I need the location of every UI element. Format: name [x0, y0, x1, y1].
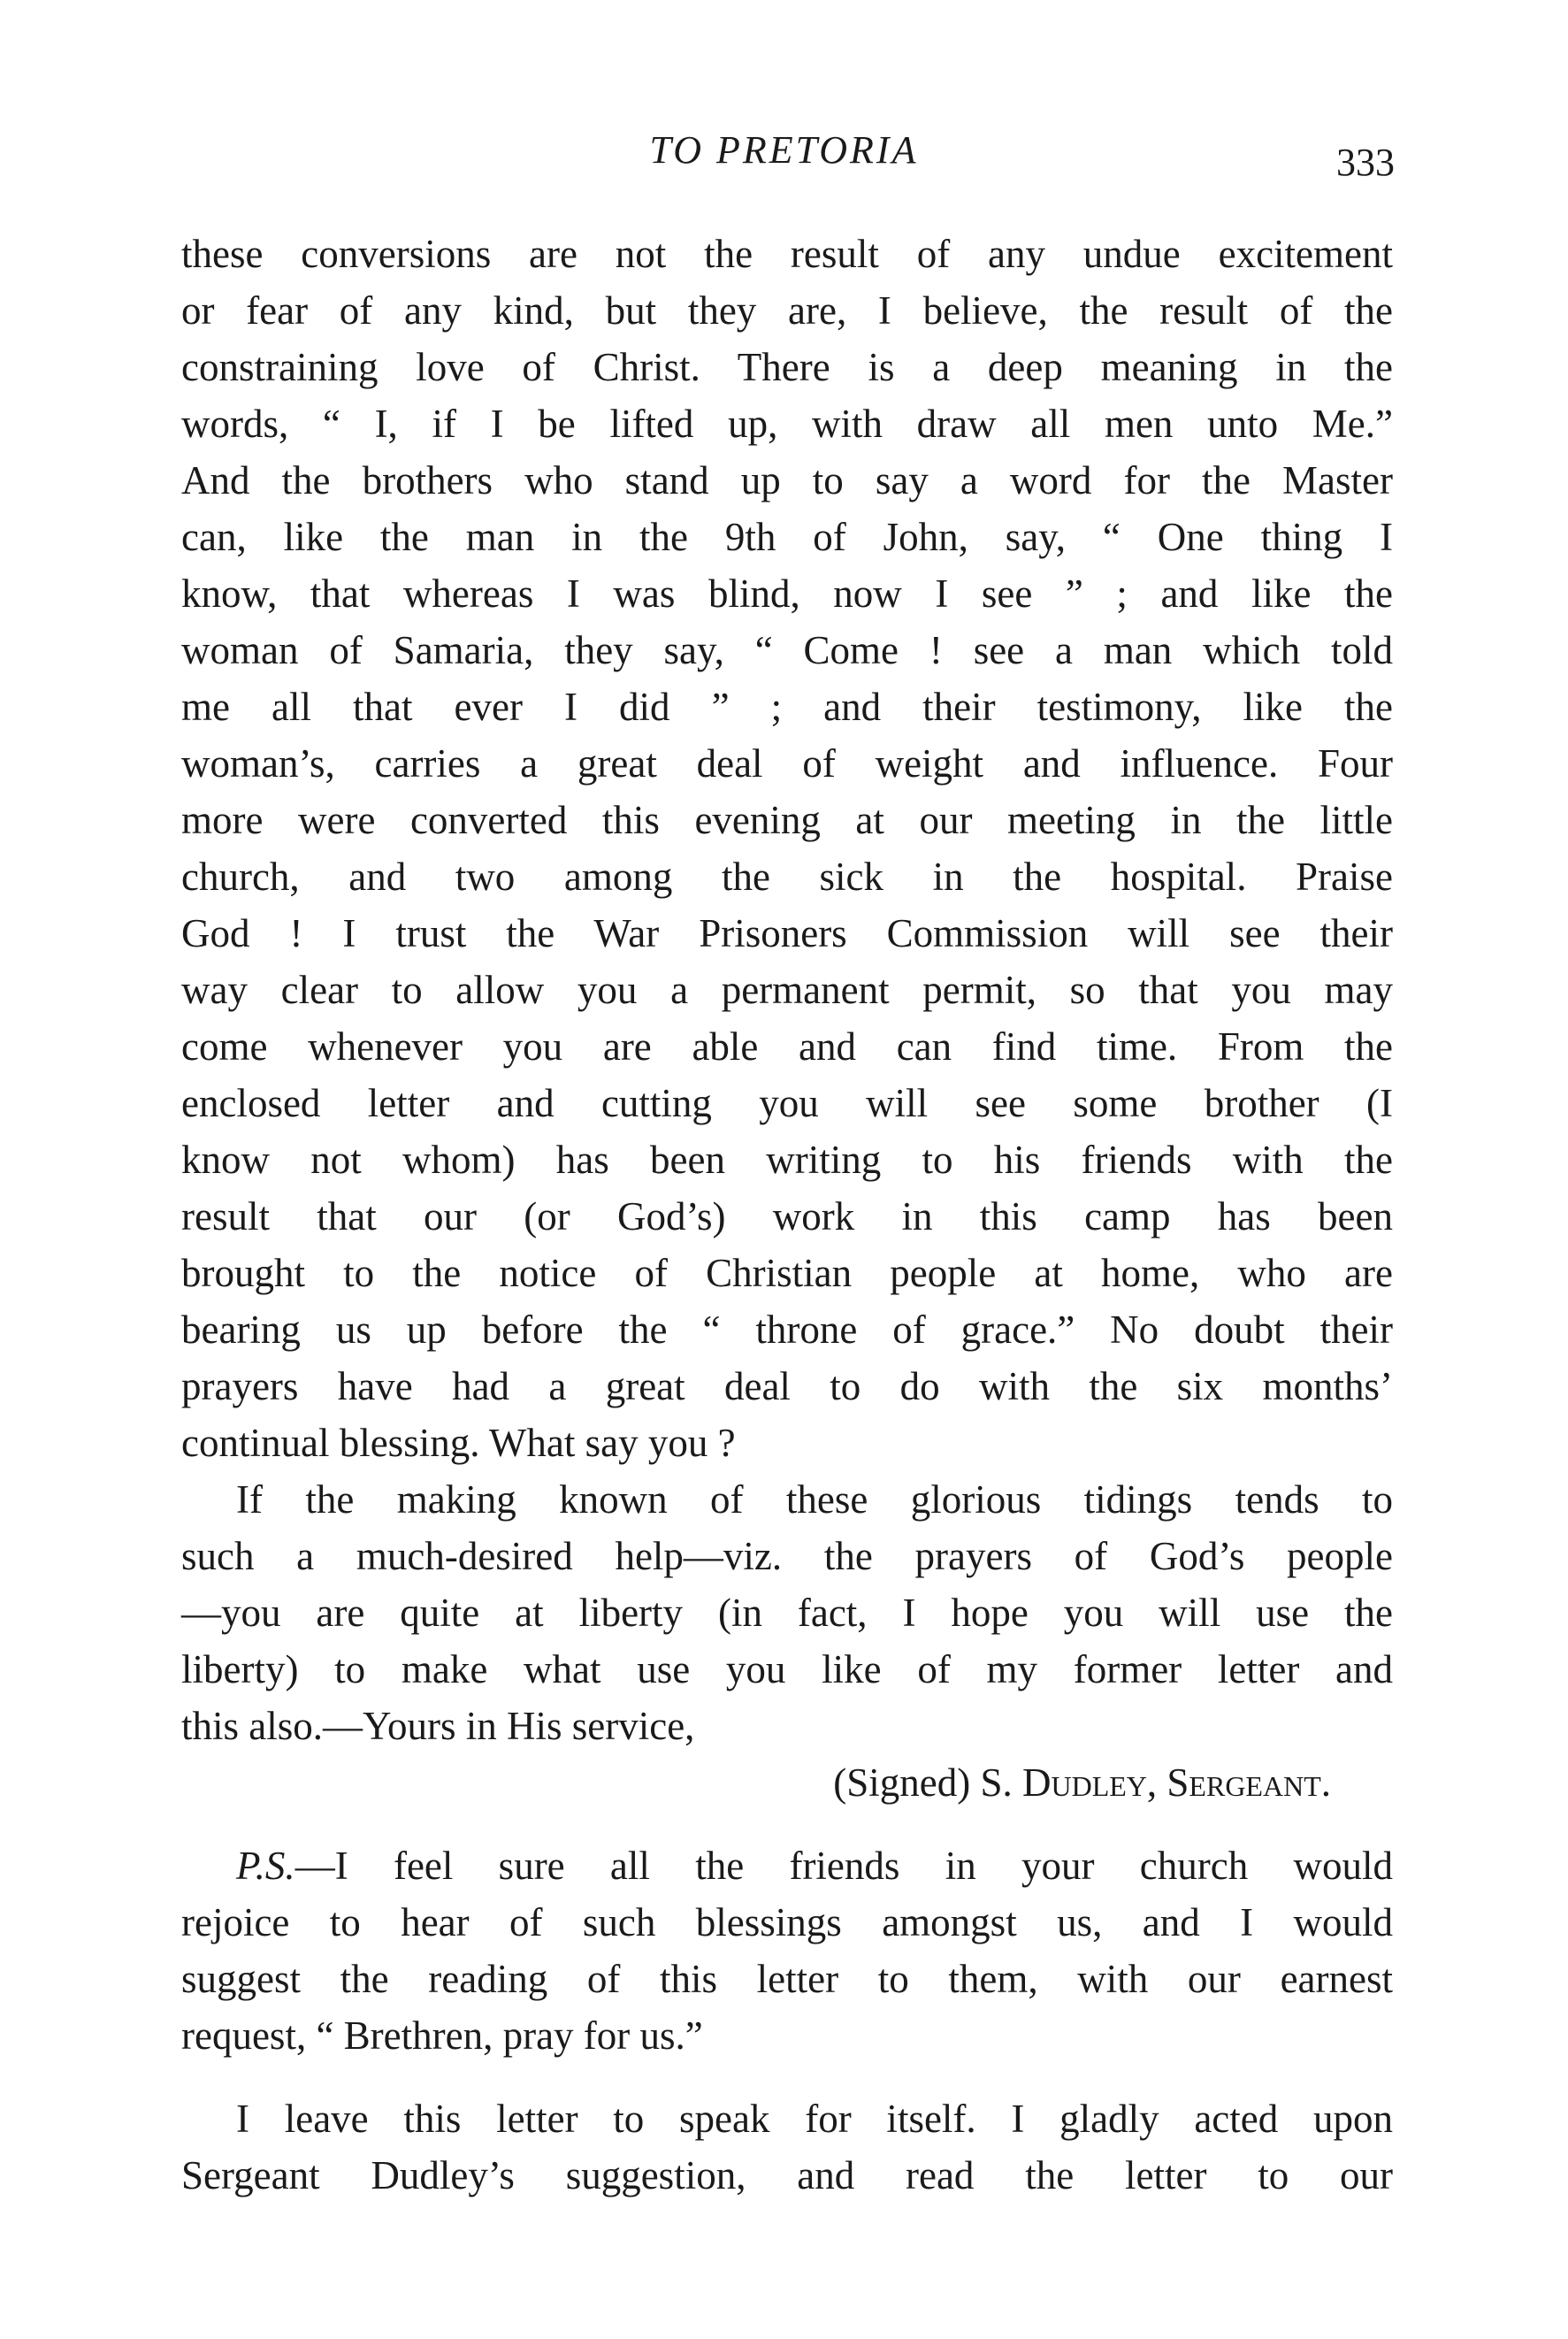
signature-suffix: . [1320, 1760, 1331, 1805]
text-line: these conversions are not the result of any undue excitement [181, 232, 1393, 276]
text-line: way clear to allow you a permanent permit, so that you may [181, 968, 1393, 1012]
text-line: words, “ I, if I be lifted up, with draw all men unto Me.” [181, 402, 1393, 446]
text-line: come whenever you are able and can find time. From the [181, 1024, 1393, 1069]
text-line: —you are quite at liberty (in fact, I hope you will use the [181, 1591, 1393, 1635]
text-line: know not whom) has been writing to his friends with the [181, 1138, 1393, 1182]
text-line: suggest the reading of this letter to them, with our earnest [181, 1957, 1393, 2001]
postscript-text: —I feel sure all the friends in your church would [294, 1844, 1393, 1888]
signature-line [181, 1754, 1393, 1811]
text-line [181, 1837, 1393, 1894]
text-line: If the making known of these glorious tidings tends to [236, 1477, 1393, 1522]
text-line: me all that ever I did ” ; and their testimony, like the [181, 685, 1393, 729]
paragraph-permission [181, 1471, 1393, 1754]
signature-name: Dudley [1021, 1760, 1147, 1805]
text-line: prayers have had a great deal to do with the six months’ [181, 1364, 1393, 1408]
signature-rank: Sergeant [1166, 1760, 1321, 1805]
text-line: woman’s, carries a great deal of weight and influence. Four [181, 741, 1393, 786]
spacer [181, 1811, 1393, 1837]
text-line: enclosed letter and cutting you will see some brother (I [181, 1081, 1393, 1125]
text-line: request, “ Brethren, pray for us.” [181, 2013, 703, 2058]
text-line: continual blessing. What say you ? [181, 1421, 736, 1465]
text-line: liberty) to make what use you like of my former letter and [181, 1647, 1393, 1691]
text-line: can, like the man in the 9th of John, say, “ One thing I [181, 515, 1393, 559]
spacer [181, 2064, 1393, 2090]
text-line: result that our (or God’s) work in this camp has been [181, 1194, 1393, 1239]
text-line: constraining love of Christ. There is a deep meaning in the [181, 345, 1393, 389]
text-line: Sergeant Dudley’s suggestion, and read the letter to our [181, 2153, 1393, 2197]
body-text [181, 226, 1393, 2204]
text-line: brought to the notice of Christian people at home, who are [181, 1251, 1393, 1295]
text-line: such a much-desired help—viz. the prayers of God’s people [181, 1534, 1393, 1578]
paragraph-narrative [181, 2090, 1393, 2204]
paragraph-letter-body [181, 226, 1393, 1471]
page-number: 333 [1336, 141, 1395, 184]
postscript-label: P.S. [236, 1844, 295, 1888]
text-line: church, and two among the sick in the hospital. Praise [181, 855, 1393, 899]
text-line: more were converted this evening at our meeting in the little [181, 798, 1393, 842]
text-line: or fear of any kind, but they are, I believe, the result of the [181, 288, 1393, 333]
text-line: And the brothers who stand up to say a word for the Master [181, 458, 1393, 502]
text-line: rejoice to hear of such blessings amongst us, and I would [181, 1900, 1393, 1944]
text-line: I leave this letter to speak for itself. I gladly acted upon [236, 2097, 1393, 2141]
postscript [181, 1837, 1393, 2064]
running-title: TO PRETORIA [649, 128, 919, 172]
signature-separator: , [1146, 1760, 1167, 1805]
text-line: this also.—Yours in His service, [181, 1704, 695, 1748]
text-line: God ! I trust the War Prisoners Commission will see their [181, 911, 1393, 955]
signature-prefix: (Signed) S. [833, 1760, 1022, 1805]
text-line: bearing us up before the “ throne of grace.” No doubt their [181, 1308, 1393, 1352]
text-line: woman of Samaria, they say, “ Come ! see a man which told [181, 628, 1393, 672]
text-line: know, that whereas I was blind, now I see ” ; and like the [181, 571, 1393, 616]
